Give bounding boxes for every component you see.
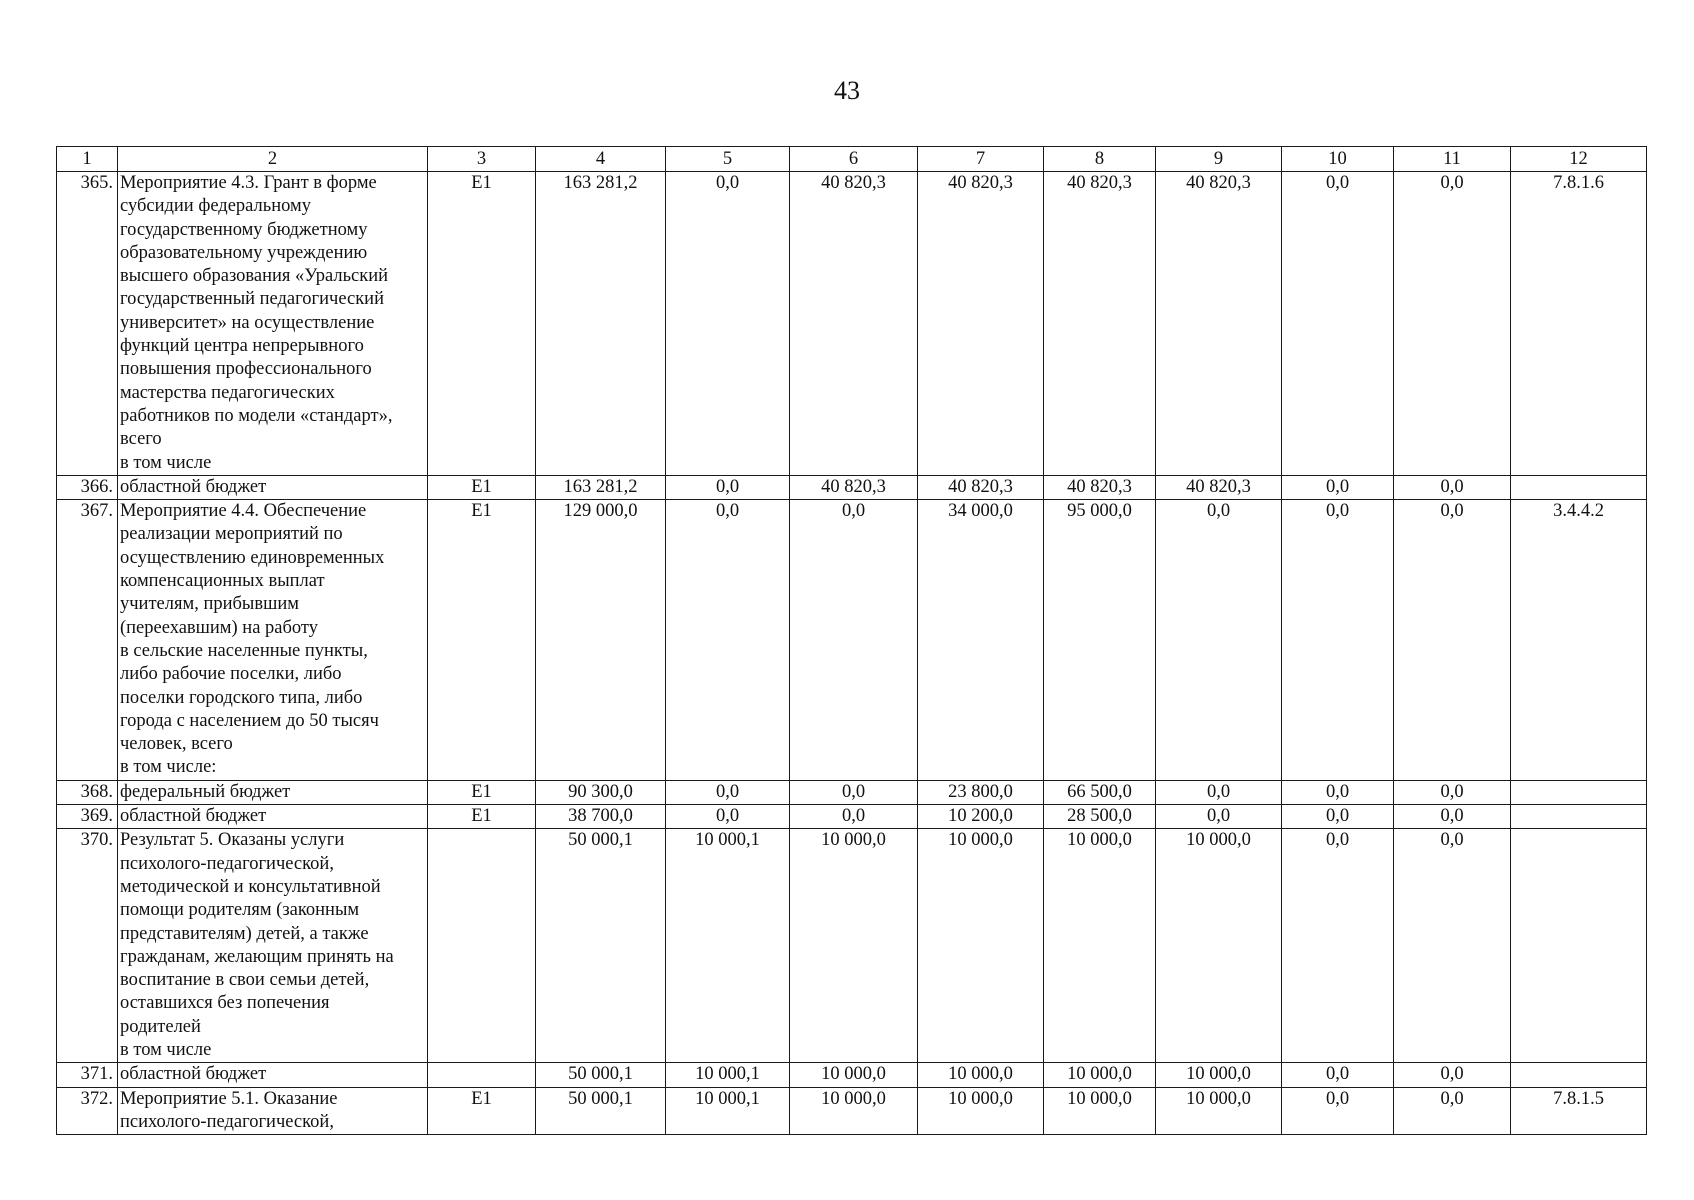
cell-col6: 40 820,3 — [790, 475, 918, 499]
column-header: 8 — [1044, 147, 1156, 172]
cell-col12 — [1511, 829, 1647, 1063]
cell-col5: 0,0 — [666, 500, 790, 781]
cell-col12 — [1511, 805, 1647, 829]
cell-col8: 95 000,0 — [1044, 500, 1156, 781]
cell-col8: 10 000,0 — [1044, 1087, 1156, 1135]
row-code: Е1 — [428, 780, 536, 804]
row-description: Мероприятие 4.4. Обеспечение реализации мероприятий по осуществлению единовременных компенсационных выплат учителям, прибывшим (переехавшим) на работу в сельские населенные пункты, либо рабочие поселки, либо поселки городского типа, либо города с населением до 50 тысяч человек, всего в том числе: — [118, 500, 428, 781]
cell-col7: 40 820,3 — [918, 172, 1044, 476]
cell-col11: 0,0 — [1394, 1087, 1511, 1135]
row-code — [428, 829, 536, 1063]
row-code: Е1 — [428, 1087, 536, 1135]
table-row — [57, 475, 1647, 499]
column-header: 4 — [536, 147, 666, 172]
table-body — [57, 172, 1647, 1135]
cell-col4: 50 000,1 — [536, 1087, 666, 1135]
row-code: Е1 — [428, 500, 536, 781]
cell-col9: 40 820,3 — [1156, 172, 1282, 476]
row-number: 370. — [57, 829, 118, 1063]
table-row — [57, 1087, 1647, 1135]
column-header: 6 — [790, 147, 918, 172]
table-row — [57, 500, 1647, 781]
cell-col9: 10 000,0 — [1156, 829, 1282, 1063]
page-number: 43 — [834, 76, 860, 105]
cell-col7: 10 000,0 — [918, 1087, 1044, 1135]
column-header: 9 — [1156, 147, 1282, 172]
cell-col6: 0,0 — [790, 500, 918, 781]
cell-col7: 34 000,0 — [918, 500, 1044, 781]
cell-col10: 0,0 — [1282, 829, 1394, 1063]
cell-col4: 163 281,2 — [536, 172, 666, 476]
cell-col5: 10 000,1 — [666, 829, 790, 1063]
cell-col4: 163 281,2 — [536, 475, 666, 499]
row-description: областной бюджет — [118, 805, 428, 829]
row-description: Мероприятие 4.3. Грант в форме субсидии федеральному государственному бюджетному образовательному учреждению высшего образования «Уральский государственный педагогический университет» на осуществление функций центра непрерывного повышения профессионального мастерства педагогических работников по модели «стандарт», всего в том числе — [118, 172, 428, 476]
row-description: областной бюджет — [118, 1063, 428, 1087]
cell-col5: 0,0 — [666, 805, 790, 829]
table-row — [57, 805, 1647, 829]
column-header: 10 — [1282, 147, 1394, 172]
cell-col7: 10 000,0 — [918, 1063, 1044, 1087]
column-header: 2 — [118, 147, 428, 172]
cell-col6: 10 000,0 — [790, 1087, 918, 1135]
row-description: Мероприятие 5.1. Оказание психолого-педагогической, — [118, 1087, 428, 1135]
cell-col11: 0,0 — [1394, 1063, 1511, 1087]
column-header: 7 — [918, 147, 1044, 172]
row-number: 366. — [57, 475, 118, 499]
cell-col8: 28 500,0 — [1044, 805, 1156, 829]
cell-col7: 40 820,3 — [918, 475, 1044, 499]
cell-col4: 50 000,1 — [536, 1063, 666, 1087]
cell-col5: 10 000,1 — [666, 1087, 790, 1135]
cell-col12: 3.4.4.2 — [1511, 500, 1647, 781]
cell-col12 — [1511, 1063, 1647, 1087]
row-code: Е1 — [428, 172, 536, 476]
cell-col10: 0,0 — [1282, 500, 1394, 781]
cell-col10: 0,0 — [1282, 780, 1394, 804]
cell-col11: 0,0 — [1394, 780, 1511, 804]
row-number: 368. — [57, 780, 118, 804]
row-description: областной бюджет — [118, 475, 428, 499]
cell-col7: 10 000,0 — [918, 829, 1044, 1063]
cell-col8: 66 500,0 — [1044, 780, 1156, 804]
cell-col5: 0,0 — [666, 475, 790, 499]
cell-col6: 0,0 — [790, 805, 918, 829]
column-header: 5 — [666, 147, 790, 172]
row-code — [428, 1063, 536, 1087]
cell-col8: 40 820,3 — [1044, 172, 1156, 476]
cell-col10: 0,0 — [1282, 475, 1394, 499]
table-row — [57, 1063, 1647, 1087]
cell-col11: 0,0 — [1394, 172, 1511, 476]
cell-col8: 10 000,0 — [1044, 1063, 1156, 1087]
cell-col6: 0,0 — [790, 780, 918, 804]
row-number: 365. — [57, 172, 118, 476]
cell-col12: 7.8.1.5 — [1511, 1087, 1647, 1135]
cell-col5: 0,0 — [666, 172, 790, 476]
row-number: 369. — [57, 805, 118, 829]
table-row — [57, 172, 1647, 476]
cell-col12 — [1511, 475, 1647, 499]
cell-col8: 10 000,0 — [1044, 829, 1156, 1063]
cell-col11: 0,0 — [1394, 500, 1511, 781]
column-header: 3 — [428, 147, 536, 172]
cell-col6: 10 000,0 — [790, 1063, 918, 1087]
cell-col6: 10 000,0 — [790, 829, 918, 1063]
cell-col9: 0,0 — [1156, 805, 1282, 829]
cell-col11: 0,0 — [1394, 805, 1511, 829]
cell-col10: 0,0 — [1282, 1087, 1394, 1135]
cell-col10: 0,0 — [1282, 1063, 1394, 1087]
cell-col12 — [1511, 780, 1647, 804]
cell-col8: 40 820,3 — [1044, 475, 1156, 499]
row-description: федеральный бюджет — [118, 780, 428, 804]
cell-col7: 23 800,0 — [918, 780, 1044, 804]
cell-col12: 7.8.1.6 — [1511, 172, 1647, 476]
cell-col11: 0,0 — [1394, 829, 1511, 1063]
cell-col9: 40 820,3 — [1156, 475, 1282, 499]
row-code: Е1 — [428, 805, 536, 829]
cell-col6: 40 820,3 — [790, 172, 918, 476]
cell-col4: 129 000,0 — [536, 500, 666, 781]
cell-col11: 0,0 — [1394, 475, 1511, 499]
cell-col4: 38 700,0 — [536, 805, 666, 829]
cell-col4: 50 000,1 — [536, 829, 666, 1063]
cell-col5: 10 000,1 — [666, 1063, 790, 1087]
cell-col10: 0,0 — [1282, 172, 1394, 476]
row-number: 371. — [57, 1063, 118, 1087]
column-header: 11 — [1394, 147, 1511, 172]
header-row — [57, 147, 1647, 172]
cell-col9: 0,0 — [1156, 500, 1282, 781]
cell-col9: 10 000,0 — [1156, 1087, 1282, 1135]
table-row — [57, 829, 1647, 1063]
cell-col9: 10 000,0 — [1156, 1063, 1282, 1087]
cell-col5: 0,0 — [666, 780, 790, 804]
cell-col4: 90 300,0 — [536, 780, 666, 804]
column-header: 12 — [1511, 147, 1647, 172]
cell-col7: 10 200,0 — [918, 805, 1044, 829]
row-number: 372. — [57, 1087, 118, 1135]
column-header: 1 — [57, 147, 118, 172]
row-number: 367. — [57, 500, 118, 781]
cell-col10: 0,0 — [1282, 805, 1394, 829]
cell-col9: 0,0 — [1156, 780, 1282, 804]
table-row — [57, 780, 1647, 804]
row-code: Е1 — [428, 475, 536, 499]
row-description: Результат 5. Оказаны услуги психолого-педагогической, методической и консультативной помощи родителям (законным представителям) детей, а также гражданам, желающим принять на воспитание в свои семьи детей, оставшихся без попечения родителей в том числе — [118, 829, 428, 1063]
budget-table — [56, 146, 1647, 1135]
